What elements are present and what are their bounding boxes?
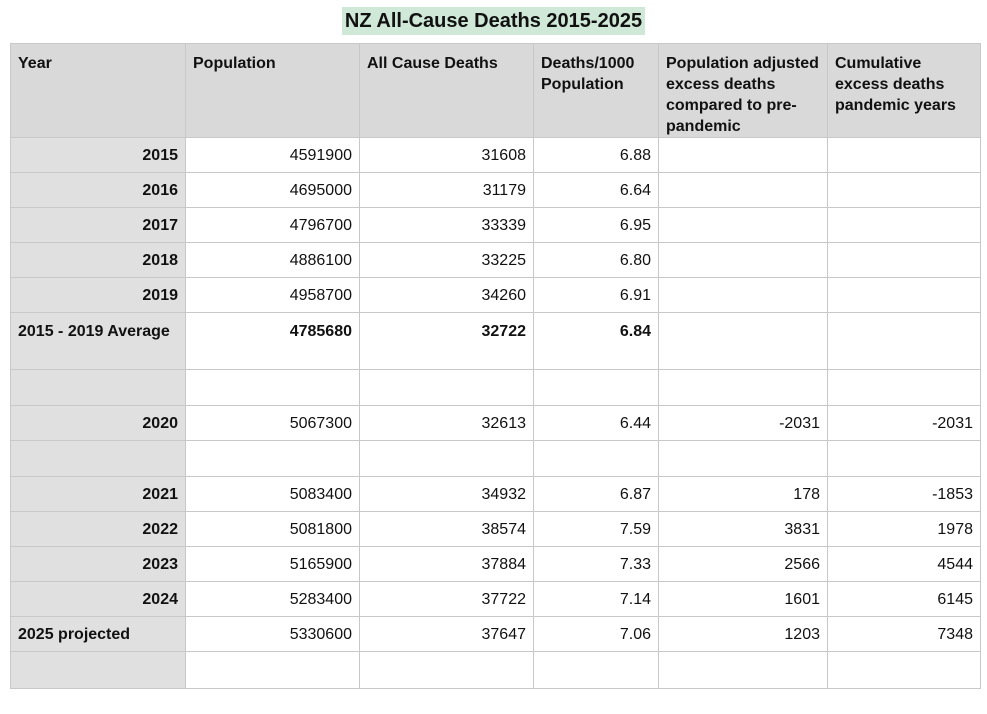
rate-cell: 6.84	[534, 313, 659, 370]
deaths-cell: 31608	[360, 138, 534, 173]
year-cell: 2020	[11, 406, 186, 441]
year-cell: 2021	[11, 477, 186, 512]
header-excess-deaths: Population adjusted excess deaths compared to pre-pandemic	[659, 44, 828, 138]
year-cell: 2024	[11, 582, 186, 617]
cumulative-cell: 4544	[828, 547, 981, 582]
deaths-cell: 32613	[360, 406, 534, 441]
rate-cell: 7.14	[534, 582, 659, 617]
average-row	[11, 313, 981, 370]
rate-cell: 6.91	[534, 278, 659, 313]
year-cell	[11, 441, 186, 477]
deaths-cell	[360, 652, 534, 689]
header-row	[11, 44, 981, 138]
rate-cell: 6.44	[534, 406, 659, 441]
cumulative-cell	[828, 313, 981, 370]
population-cell: 4886100	[186, 243, 360, 278]
deaths-cell: 37884	[360, 547, 534, 582]
year-cell: 2025 projected	[11, 617, 186, 652]
rate-cell	[534, 652, 659, 689]
year-cell	[11, 652, 186, 689]
header-all-cause-deaths: All Cause Deaths	[360, 44, 534, 138]
year-cell	[11, 370, 186, 406]
deaths-cell: 38574	[360, 512, 534, 547]
cumulative-cell	[828, 243, 981, 278]
rate-cell	[534, 370, 659, 406]
deaths-cell: 33225	[360, 243, 534, 278]
excess-cell: 2566	[659, 547, 828, 582]
excess-cell	[659, 441, 828, 477]
excess-cell	[659, 278, 828, 313]
rate-cell: 6.80	[534, 243, 659, 278]
year-cell: 2023	[11, 547, 186, 582]
table-row	[11, 208, 981, 243]
blank-row	[11, 441, 981, 477]
table-row	[11, 278, 981, 313]
rate-cell: 7.06	[534, 617, 659, 652]
deaths-cell: 34932	[360, 477, 534, 512]
excess-cell: 1601	[659, 582, 828, 617]
population-cell: 5165900	[186, 547, 360, 582]
cumulative-cell	[828, 370, 981, 406]
cumulative-cell	[828, 278, 981, 313]
header-cumulative-excess: Cumulative excess deaths pandemic years	[828, 44, 981, 138]
deaths-cell: 31179	[360, 173, 534, 208]
deaths-cell	[360, 441, 534, 477]
cumulative-cell: 7348	[828, 617, 981, 652]
population-cell: 5083400	[186, 477, 360, 512]
population-cell: 4785680	[186, 313, 360, 370]
deaths-cell: 37722	[360, 582, 534, 617]
rate-cell: 6.88	[534, 138, 659, 173]
deaths-table	[10, 43, 981, 689]
population-cell: 4958700	[186, 278, 360, 313]
rate-cell: 7.59	[534, 512, 659, 547]
deaths-cell: 37647	[360, 617, 534, 652]
rate-cell: 6.95	[534, 208, 659, 243]
year-cell: 2015 - 2019 Average	[11, 313, 186, 370]
table-row	[11, 406, 981, 441]
deaths-cell	[360, 370, 534, 406]
cumulative-cell: -2031	[828, 406, 981, 441]
excess-cell	[659, 243, 828, 278]
population-cell: 4796700	[186, 208, 360, 243]
population-cell: 5283400	[186, 582, 360, 617]
excess-cell	[659, 313, 828, 370]
header-deaths-per-1000: Deaths/1000 Population	[534, 44, 659, 138]
population-cell: 4695000	[186, 173, 360, 208]
header-year: Year	[11, 44, 186, 138]
blank-row	[11, 652, 981, 689]
excess-cell: 1203	[659, 617, 828, 652]
year-cell: 2019	[11, 278, 186, 313]
table-row	[11, 547, 981, 582]
year-cell: 2015	[11, 138, 186, 173]
year-cell: 2016	[11, 173, 186, 208]
excess-cell	[659, 208, 828, 243]
rate-cell: 6.87	[534, 477, 659, 512]
deaths-cell: 32722	[360, 313, 534, 370]
table-row	[11, 617, 981, 652]
excess-cell	[659, 138, 828, 173]
population-cell	[186, 441, 360, 477]
excess-cell	[659, 652, 828, 689]
deaths-cell: 34260	[360, 278, 534, 313]
table-row	[11, 173, 981, 208]
rate-cell: 7.33	[534, 547, 659, 582]
population-cell: 4591900	[186, 138, 360, 173]
excess-cell	[659, 370, 828, 406]
page-title: NZ All-Cause Deaths 2015-2025	[342, 7, 645, 35]
table-row	[11, 477, 981, 512]
population-cell: 5081800	[186, 512, 360, 547]
header-population: Population	[186, 44, 360, 138]
table-row	[11, 138, 981, 173]
population-cell	[186, 652, 360, 689]
excess-cell: -2031	[659, 406, 828, 441]
deaths-cell: 33339	[360, 208, 534, 243]
title-wrap	[0, 7, 987, 35]
cumulative-cell	[828, 208, 981, 243]
cumulative-cell: 1978	[828, 512, 981, 547]
blank-row	[11, 370, 981, 406]
population-cell: 5330600	[186, 617, 360, 652]
year-cell: 2022	[11, 512, 186, 547]
table-row	[11, 243, 981, 278]
year-cell: 2017	[11, 208, 186, 243]
cumulative-cell	[828, 138, 981, 173]
year-cell: 2018	[11, 243, 186, 278]
cumulative-cell	[828, 652, 981, 689]
excess-cell: 178	[659, 477, 828, 512]
table-row	[11, 512, 981, 547]
cumulative-cell	[828, 441, 981, 477]
rate-cell: 6.64	[534, 173, 659, 208]
cumulative-cell: 6145	[828, 582, 981, 617]
excess-cell	[659, 173, 828, 208]
table-row	[11, 582, 981, 617]
rate-cell	[534, 441, 659, 477]
population-cell	[186, 370, 360, 406]
cumulative-cell: -1853	[828, 477, 981, 512]
cumulative-cell	[828, 173, 981, 208]
population-cell: 5067300	[186, 406, 360, 441]
excess-cell: 3831	[659, 512, 828, 547]
